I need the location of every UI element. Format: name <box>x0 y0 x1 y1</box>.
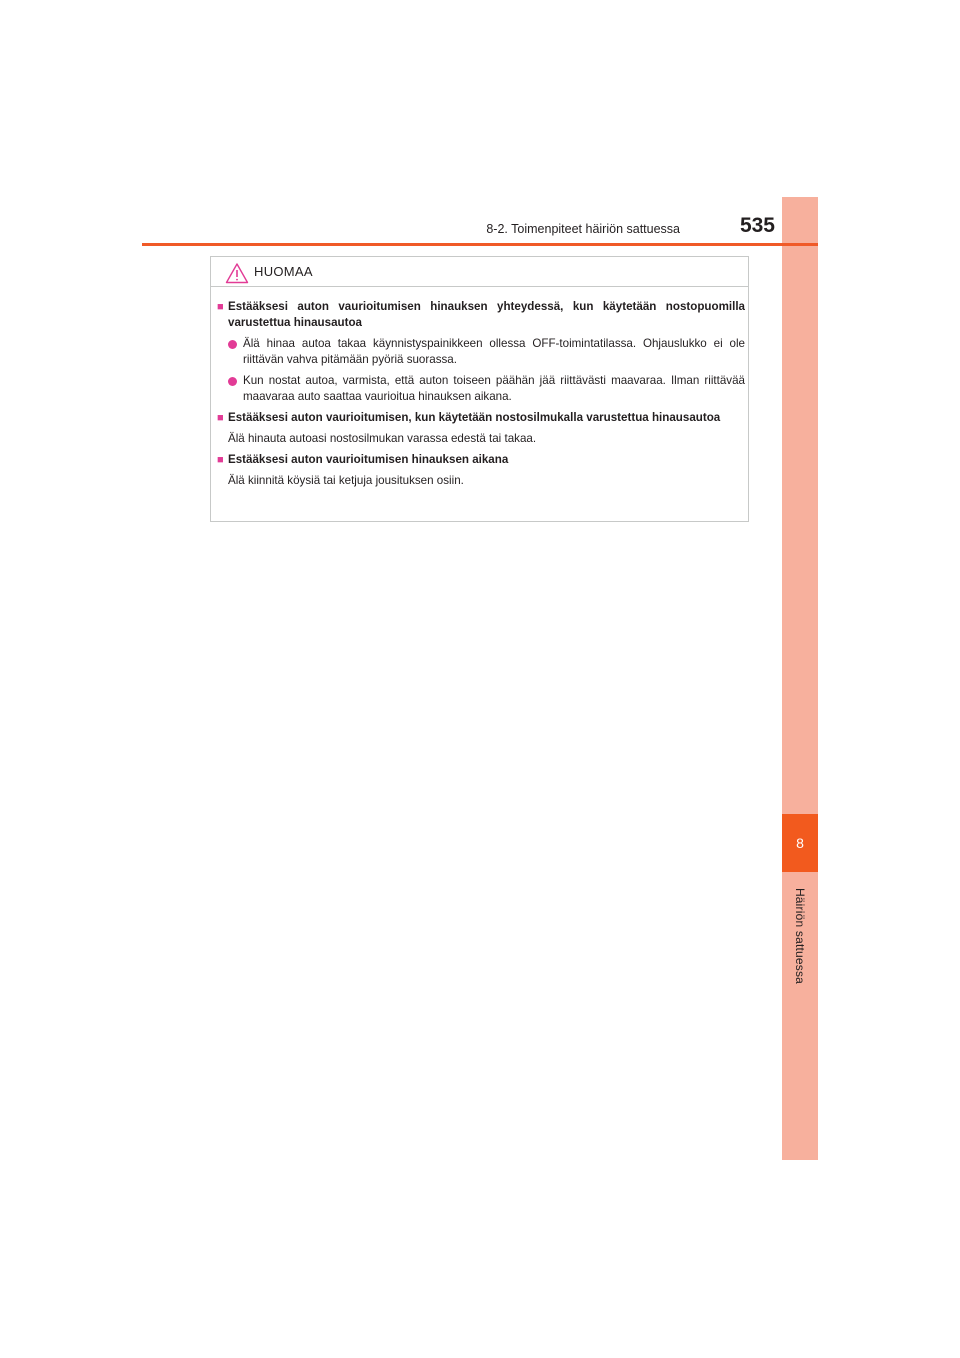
notice-body <box>217 299 745 494</box>
round-bullet-icon <box>228 340 237 349</box>
header-rule <box>142 243 818 246</box>
notice-item <box>217 299 745 331</box>
chapter-tab <box>782 814 818 872</box>
notice-item <box>217 410 745 447</box>
section-title: 8-2. Toimenpiteet häiriön sattuessa <box>486 222 680 236</box>
notice-item-text: Älä hinauta autoasi nostosilmukan varassa edestä tai takaa. <box>228 432 537 445</box>
notice-title: HUOMAA <box>254 264 313 279</box>
notice-header <box>211 257 748 287</box>
square-bullet-icon: ■ <box>217 301 224 313</box>
side-band <box>782 197 818 1160</box>
notice-item-heading: Estääksesi auton vaurioitumisen hinauksen aikana <box>228 453 509 466</box>
chapter-title <box>770 880 830 992</box>
notice-bullet-text: Kun nostat autoa, varmista, että auton toiseen päähän jää riittävästi maavaraa. Ilman riittävää maavaraa auto saattaa vaurioitua hinauksen aikana. <box>243 374 745 403</box>
square-bullet-icon: ■ <box>217 412 224 424</box>
notice-box <box>210 256 749 522</box>
notice-item-text: Älä kiinnitä köysiä tai ketjuja jousituksen osiin. <box>228 474 464 487</box>
round-bullet-icon <box>228 377 237 386</box>
chapter-number: 8 <box>796 835 804 851</box>
notice-item-heading: Estääksesi auton vaurioitumisen hinauksen yhteydessä, kun käytetään nostopuomilla varustettua hinausautoa <box>228 300 745 329</box>
square-bullet-icon: ■ <box>217 454 224 466</box>
notice-item <box>217 452 745 489</box>
notice-item-heading: Estääksesi auton vaurioitumisen, kun käytetään nostosilmukalla varustettua hinausautoa <box>228 411 721 424</box>
notice-bullet <box>217 336 745 368</box>
notice-bullet <box>217 373 745 405</box>
page-number: 535 <box>739 214 775 237</box>
chapter-title-label: Häiriön sattuessa <box>793 887 807 985</box>
notice-bullet-text: Älä hinaa autoa takaa käynnistyspainikkeen ollessa OFF-toimintatilassa. Ohjauslukko ei ole riittävän vahva pitämään pyöriä suorassa. <box>243 337 745 366</box>
warning-triangle-icon <box>225 262 249 284</box>
